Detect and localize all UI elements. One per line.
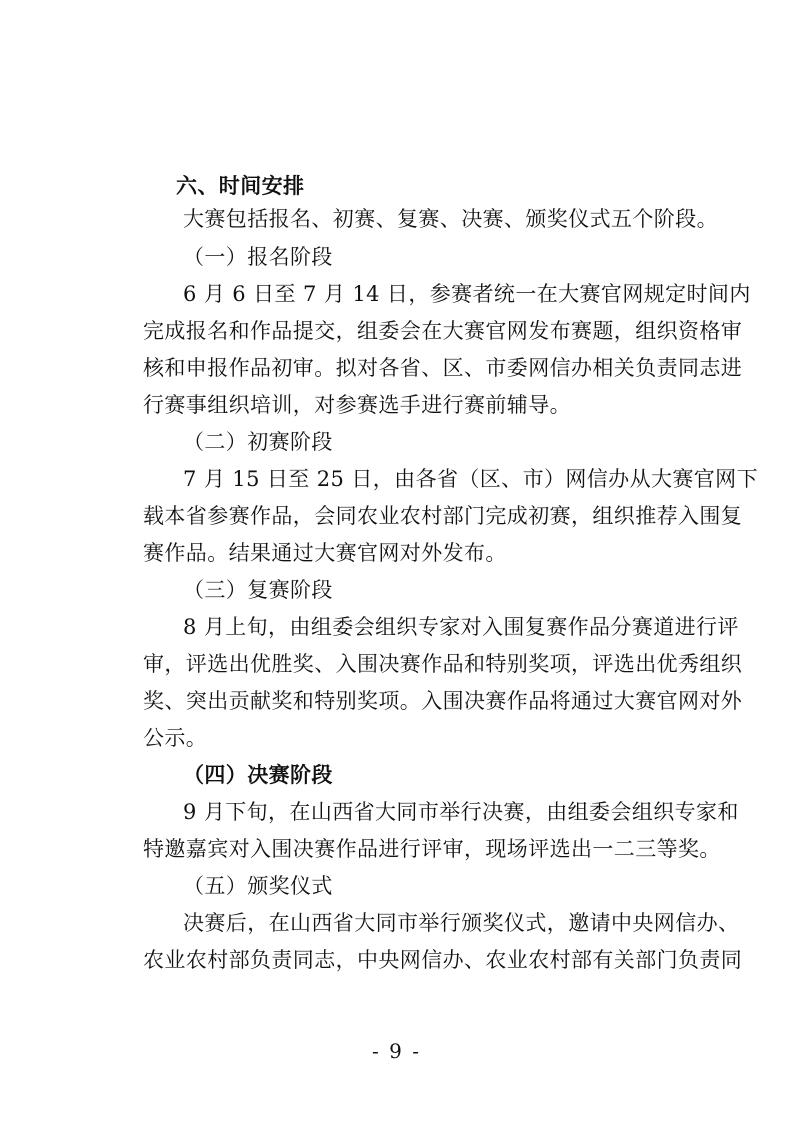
paragraph-line: 审，评选出优胜奖、入围决赛作品和特别奖项，评选出优秀组织 (143, 652, 743, 676)
stage-title-semifinal: （三）复赛阶段 (183, 578, 333, 602)
paragraph-line: 行赛事组织培训，对参赛选手进行赛前辅导。 (143, 393, 571, 417)
stage-title-ceremony: （五）颁奖仪式 (183, 874, 333, 898)
page-number: - 9 - (372, 1039, 421, 1063)
section-heading: 六、时间安排 (176, 174, 305, 198)
paragraph-line: 9 月下旬，在山西省大同市举行决赛，由组委会组织专家和 (183, 800, 739, 824)
section-intro: 大赛包括报名、初赛、复赛、决赛、颁奖仪式五个阶段。 (183, 207, 718, 231)
paragraph-line: 7 月 15 日至 25 日，由各省（区、市）网信办从大赛官网下 (183, 467, 758, 491)
paragraph-line: 农业农村部负责同志，中央网信办、农业农村部有关部门负责同 (143, 948, 743, 972)
paragraph-line: 奖、突出贡献奖和特别奖项。入围决赛作品将通过大赛官网对外 (143, 689, 743, 713)
paragraph-line: 8 月上旬，由组委会组织专家对入围复赛作品分赛道进行评 (183, 615, 739, 639)
paragraph-line: 6 月 6 日至 7 月 14 日，参赛者统一在大赛官网规定时间内 (183, 282, 751, 306)
paragraph-line: 决赛后，在山西省大同市举行颁奖仪式，邀请中央网信办、 (183, 911, 740, 935)
paragraph-line: 完成报名和作品提交，组委会在大赛官网发布赛题，组织资格审 (143, 319, 743, 343)
paragraph-line: 赛作品。结果通过大赛官网对外发布。 (143, 541, 507, 565)
stage-title-registration: （一）报名阶段 (183, 245, 333, 269)
paragraph-line: 特邀嘉宾对入围决赛作品进行评审，现场评选出一二三等奖。 (143, 837, 721, 861)
stage-title-preliminary: （二）初赛阶段 (183, 430, 333, 454)
paragraph-line: 公示。 (143, 726, 208, 750)
paragraph-line: 载本省参赛作品，会同农业农村部门完成初赛，组织推荐入围复 (143, 504, 743, 528)
paragraph-line: 核和申报作品初审。拟对各省、区、市委网信办相关负责同志进 (143, 356, 743, 380)
stage-title-final: （四）决赛阶段 (183, 762, 333, 787)
